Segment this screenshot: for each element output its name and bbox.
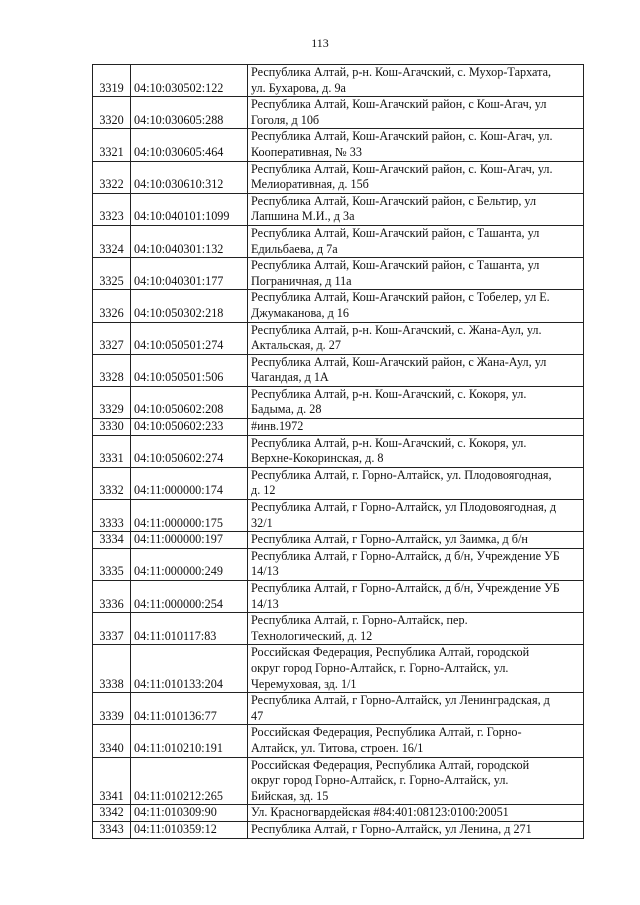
address-line: Республика Алтай, р-н. Кош-Агачский, с. Жана-Аул, ул. <box>251 322 542 337</box>
row-number: 3329 <box>93 386 131 418</box>
address-line: Республика Алтай, Кош-Агачский район, с Бельтир, ул <box>251 193 537 208</box>
row-number: 3341 <box>93 757 131 805</box>
row-number: 3334 <box>93 532 131 549</box>
address-cell <box>248 693 584 725</box>
row-number: 3333 <box>93 500 131 532</box>
address-line: 47 <box>251 708 264 723</box>
address-cell <box>248 386 584 418</box>
row-number: 3331 <box>93 435 131 467</box>
address-line: Бийская, зд. 15 <box>251 788 329 803</box>
address-line: д. 12 <box>251 483 276 498</box>
address-line: Алтайск, ул. Титова, строен. 16/1 <box>251 740 424 755</box>
address-line: Республика Алтай, г. Горно-Алтайск, ул. Плодовоягодная, <box>251 467 552 482</box>
address-line: Республика Алтай, р-н. Кош-Агачский, с. Кокоря, ул. <box>251 435 527 450</box>
address-line: Кооперативная, № 33 <box>251 144 362 159</box>
cadastral-number: 04:11:000000:175 <box>131 500 248 532</box>
address-line: Пограничная, д 11а <box>251 273 352 288</box>
cadastral-number: 04:10:050602:208 <box>131 386 248 418</box>
address-line: Республика Алтай, г Горно-Алтайск, д б/н, Учреждение УБ <box>251 548 560 563</box>
table-row <box>93 386 584 418</box>
address-cell <box>248 65 584 97</box>
address-line: Бадыма, д. 28 <box>251 402 322 417</box>
address-line: Российская Федерация, Республика Алтай, городской <box>251 757 530 772</box>
table-row <box>93 757 584 805</box>
row-number: 3340 <box>93 725 131 757</box>
row-number: 3327 <box>93 322 131 354</box>
cadastral-number: 04:11:010136:77 <box>131 693 248 725</box>
address-line: #инв.1972 <box>251 419 304 434</box>
cadastral-number: 04:11:010309:90 <box>131 805 248 822</box>
table-row <box>93 725 584 757</box>
address-cell <box>248 757 584 805</box>
cadastral-number: 04:10:050602:274 <box>131 435 248 467</box>
table-row <box>93 805 584 822</box>
row-number: 3326 <box>93 290 131 322</box>
address-line: Верхне-Кокоринская, д. 8 <box>251 451 384 466</box>
address-line: Республика Алтай, Кош-Агачский район, с Ташанта, ул <box>251 258 540 273</box>
address-line: Российская Федерация, Республика Алтай, городской <box>251 645 530 660</box>
cadastral-number: 04:11:000000:254 <box>131 581 248 613</box>
row-number: 3330 <box>93 419 131 436</box>
table-row <box>93 613 584 645</box>
address-cell <box>248 161 584 193</box>
address-line: Республика Алтай, р-н. Кош-Агачский, с. Кокоря, ул. <box>251 386 527 401</box>
cadastral-number: 04:10:030502:122 <box>131 65 248 97</box>
address-cell <box>248 322 584 354</box>
cadastral-number: 04:10:040101:1099 <box>131 193 248 225</box>
address-line: 32/1 <box>251 515 273 530</box>
cadastral-number: 04:10:050501:506 <box>131 354 248 386</box>
address-cell <box>248 129 584 161</box>
row-number: 3336 <box>93 581 131 613</box>
row-number: 3325 <box>93 258 131 290</box>
cadastral-number: 04:10:030605:464 <box>131 129 248 161</box>
table-row <box>93 290 584 322</box>
table-row <box>93 193 584 225</box>
address-line: Республика Алтай, г Горно-Алтайск, ул Плодовоягодная, д <box>251 500 557 515</box>
address-line: Республика Алтай, Кош-Агачский район, с. Кош-Агач, ул. <box>251 161 553 176</box>
table-row <box>93 65 584 97</box>
cadastral-number: 04:11:010210:191 <box>131 725 248 757</box>
cadastral-number: 04:11:010359:12 <box>131 821 248 838</box>
address-cell <box>248 290 584 322</box>
address-line: Лапшина М.И., д 3а <box>251 209 355 224</box>
page-number: 113 <box>311 36 329 50</box>
row-number: 3339 <box>93 693 131 725</box>
table-row <box>93 500 584 532</box>
table-row <box>93 225 584 257</box>
address-line: Черемуховая, зд. 1/1 <box>251 676 357 691</box>
table-row <box>93 821 584 838</box>
address-line: Мелиоративная, д. 15б <box>251 177 369 192</box>
table-row <box>93 581 584 613</box>
address-cell <box>248 805 584 822</box>
address-line: Чагандая, д 1А <box>251 370 329 385</box>
address-line: Республика Алтай, г Горно-Алтайск, ул Ленина, д 271 <box>251 821 532 836</box>
row-number: 3321 <box>93 129 131 161</box>
address-cell <box>248 725 584 757</box>
row-number: 3335 <box>93 548 131 580</box>
address-line: Республика Алтай, Кош-Агачский район, с Жана-Аул, ул <box>251 354 547 369</box>
address-line: Республика Алтай, г Горно-Алтайск, д б/н, Учреждение УБ <box>251 581 560 595</box>
row-number: 3320 <box>93 97 131 129</box>
address-cell <box>248 354 584 386</box>
table-body <box>93 65 584 839</box>
address-cell <box>248 548 584 580</box>
row-number: 3338 <box>93 645 131 693</box>
address-cell <box>248 419 584 436</box>
address-line: ул. Бухарова, д. 9а <box>251 80 346 95</box>
address-cell <box>248 532 584 549</box>
address-line: Республика Алтай, Кош-Агачский район, с. Кош-Агач, ул. <box>251 129 553 144</box>
address-cell <box>248 258 584 290</box>
table-row <box>93 354 584 386</box>
address-line: Ул. Красногвардейская #84:401:08123:0100:20051 <box>251 805 509 820</box>
table-row <box>93 645 584 693</box>
address-cell <box>248 500 584 532</box>
cadastral-number: 04:11:010117:83 <box>131 613 248 645</box>
address-line: округ город Горно-Алтайск, г. Горно-Алтайск, ул. <box>251 660 509 675</box>
table-row <box>93 548 584 580</box>
address-line: Республика Алтай, г. Горно-Алтайск, пер. <box>251 613 468 628</box>
address-line: Республика Алтай, Кош-Агачский район, с Ташанта, ул <box>251 225 540 240</box>
cadastral-number: 04:11:010133:204 <box>131 645 248 693</box>
cadastral-number: 04:11:000000:197 <box>131 532 248 549</box>
row-number: 3324 <box>93 225 131 257</box>
address-cell <box>248 467 584 499</box>
table-row <box>93 322 584 354</box>
address-cell <box>248 435 584 467</box>
table-row <box>93 693 584 725</box>
cadastral-number: 04:11:000000:174 <box>131 467 248 499</box>
address-cell <box>248 613 584 645</box>
cadastral-number: 04:10:050302:218 <box>131 290 248 322</box>
address-cell <box>248 193 584 225</box>
address-line: Джумаканова, д 16 <box>251 305 349 320</box>
table-row <box>93 467 584 499</box>
address-line: округ город Горно-Алтайск, г. Горно-Алтайск, ул. <box>251 773 509 788</box>
address-line: Республика Алтай, Кош-Агачский район, с Кош-Агач, ул <box>251 97 547 112</box>
address-line: Республика Алтай, г Горно-Алтайск, ул Ленинградская, д <box>251 693 550 708</box>
cadastral-number: 04:10:040301:132 <box>131 225 248 257</box>
cadastral-number: 04:10:040301:177 <box>131 258 248 290</box>
address-cell <box>248 821 584 838</box>
address-line: Республика Алтай, р-н. Кош-Агачский, с. Мухор-Тархата, <box>251 65 552 79</box>
address-cell <box>248 225 584 257</box>
cadastral-number: 04:10:050501:274 <box>131 322 248 354</box>
table-row <box>93 161 584 193</box>
table-row <box>93 129 584 161</box>
address-line: Республика Алтай, Кош-Агачский район, с Тобелер, ул Е. <box>251 290 550 305</box>
row-number: 3337 <box>93 613 131 645</box>
row-number: 3328 <box>93 354 131 386</box>
cadastral-number: 04:11:010212:265 <box>131 757 248 805</box>
address-line: Республика Алтай, г Горно-Алтайск, ул Заимка, д б/н <box>251 532 528 547</box>
cadastral-number: 04:10:050602:233 <box>131 419 248 436</box>
row-number: 3322 <box>93 161 131 193</box>
address-line: 14/13 <box>251 564 279 579</box>
table-row <box>93 419 584 436</box>
row-number: 3342 <box>93 805 131 822</box>
address-cell <box>248 645 584 693</box>
address-line: Актальская, д. 27 <box>251 338 341 353</box>
cadastral-number: 04:10:030610:312 <box>131 161 248 193</box>
property-registry-table <box>92 64 584 839</box>
cadastral-number: 04:10:030605:288 <box>131 97 248 129</box>
row-number: 3343 <box>93 821 131 838</box>
address-cell <box>248 97 584 129</box>
table-row <box>93 532 584 549</box>
address-line: Гоголя, д 10б <box>251 112 320 127</box>
address-cell <box>248 581 584 613</box>
cadastral-number: 04:11:000000:249 <box>131 548 248 580</box>
table-row <box>93 435 584 467</box>
address-line: 14/13 <box>251 596 279 611</box>
row-number: 3332 <box>93 467 131 499</box>
table-row <box>93 258 584 290</box>
address-line: Едильбаева, д 7а <box>251 241 338 256</box>
address-line: Технологический, д. 12 <box>251 628 373 643</box>
row-number: 3319 <box>93 65 131 97</box>
table-row <box>93 97 584 129</box>
row-number: 3323 <box>93 193 131 225</box>
address-line: Российская Федерация, Республика Алтай, г. Горно- <box>251 725 522 740</box>
